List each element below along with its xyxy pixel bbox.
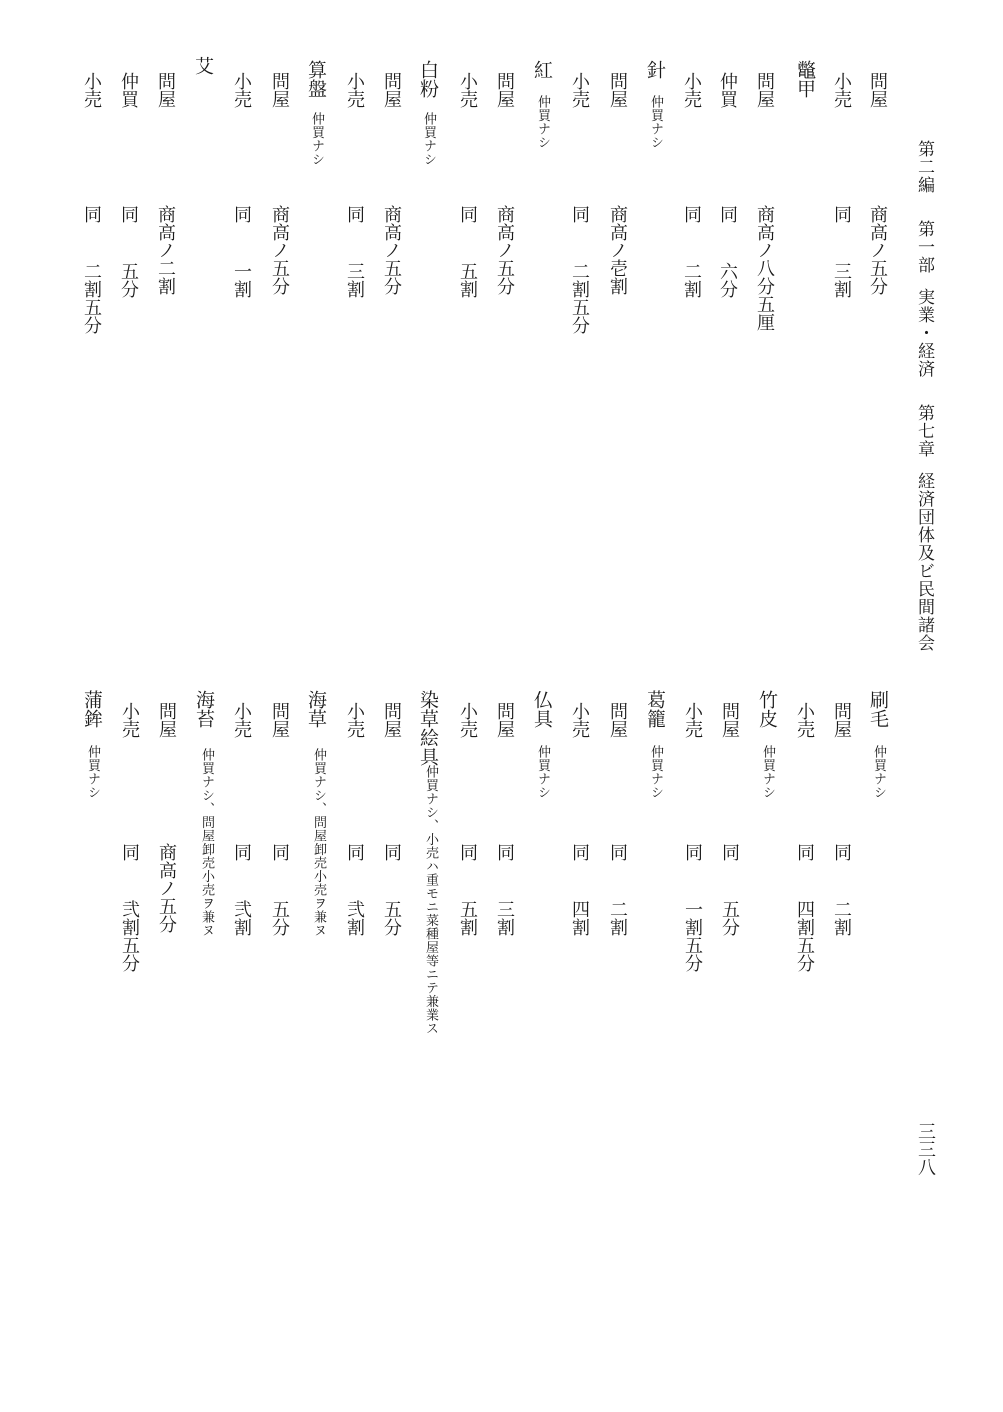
label-tonya: 問屋: [831, 702, 852, 738]
item-note: 仲買ナシ: [871, 745, 886, 799]
same-mark: 同: [682, 843, 703, 861]
rate-value: 商高ノ二割: [155, 205, 176, 295]
item-note: 仲買ナシ: [85, 745, 100, 799]
rate-value: 弐割: [344, 900, 365, 936]
header-section: 実業・経済: [914, 288, 934, 378]
same-mark: 同: [81, 205, 102, 223]
same-mark: 同: [494, 843, 515, 861]
item-heading: 艾: [192, 56, 214, 75]
same-mark: 同: [118, 205, 139, 223]
same-mark: 同: [831, 205, 852, 223]
label-kouri: 小売: [457, 702, 478, 738]
rate-value: 四割: [569, 900, 590, 936]
rate-value: 弐割: [231, 900, 252, 936]
rate-value: 五分: [118, 262, 139, 298]
item-note: 仲買ナシ: [535, 95, 550, 149]
item-heading: 竹皮: [756, 690, 778, 728]
label-kouri: 小売: [682, 702, 703, 738]
rate-value: 商高ノ五分: [269, 205, 290, 295]
item-heading: 鼈甲: [794, 60, 816, 98]
rate-value: 二割: [681, 262, 702, 298]
header-chapter: 第七章: [914, 404, 934, 458]
running-header: [915, 140, 932, 652]
label-kouri: 小売: [231, 702, 252, 738]
label-tonya: 問屋: [155, 72, 176, 108]
label-kouri: 小売: [81, 72, 102, 108]
item-heading: 白粉: [417, 60, 439, 98]
item-heading: 海苔: [193, 690, 215, 728]
same-mark: 同: [717, 205, 738, 223]
rate-value: 二割: [831, 900, 852, 936]
header-volume: 第二編: [914, 140, 934, 194]
label-tonya: 問屋: [381, 72, 402, 108]
item-note: 仲買ナシ: [648, 745, 663, 799]
same-mark: 同: [119, 843, 140, 861]
item-note: 仲買ナシ: [760, 745, 775, 799]
item-note: 仲買ナシ、問屋卸売小売ヲ兼ヌ: [311, 748, 326, 937]
same-mark: 同: [381, 843, 402, 861]
label-tonya: 問屋: [494, 702, 515, 738]
item-note: 仲買ナシ: [648, 95, 663, 149]
same-mark: 同: [569, 205, 590, 223]
label-nakagai: 仲買: [118, 72, 139, 108]
item-heading: 刷毛: [867, 690, 889, 728]
same-mark: 同: [457, 843, 478, 861]
rate-value: 二割: [607, 900, 628, 936]
rate-value: 商高ノ五分: [156, 843, 177, 933]
rate-value: 三割: [831, 262, 852, 298]
rate-value: 商高ノ五分: [381, 205, 402, 295]
item-note: 仲買ナシ: [421, 112, 436, 166]
rate-value: 六分: [717, 262, 738, 298]
item-heading: 葛籠: [644, 690, 666, 728]
rate-value: 二割五分: [569, 262, 590, 334]
rate-value: 商高ノ五分: [494, 205, 515, 295]
rate-value: 五分: [719, 900, 740, 936]
label-nakagai: 仲買: [717, 72, 738, 108]
page-number: 三三八: [915, 1122, 936, 1176]
rate-value: 四割五分: [794, 900, 815, 972]
same-mark: 同: [231, 205, 252, 223]
item-heading: 紅: [531, 60, 553, 79]
item-heading: 算盤: [305, 60, 327, 98]
label-kouri: 小売: [831, 72, 852, 108]
rate-value: 弐割五分: [119, 900, 140, 972]
label-kouri: 小売: [344, 72, 365, 108]
same-mark: 同: [344, 843, 365, 861]
label-tonya: 問屋: [269, 72, 290, 108]
header-part: 第一部: [914, 220, 934, 274]
rate-value: 一割五分: [682, 900, 703, 972]
same-mark: 同: [344, 205, 365, 223]
rate-value: 商高ノ五分: [867, 205, 888, 295]
header-chapter-title: 経済団体及ビ民間諸会: [914, 472, 934, 652]
label-tonya: 問屋: [607, 72, 628, 108]
label-tonya: 問屋: [156, 702, 177, 738]
item-heading: 仏具: [531, 690, 553, 728]
same-mark: 同: [794, 843, 815, 861]
item-note: 仲買ナシ: [535, 745, 550, 799]
label-kouri: 小売: [681, 72, 702, 108]
item-heading: 染草絵具: [417, 690, 439, 766]
rate-value: 商高ノ八分五厘: [754, 205, 775, 331]
rate-value: 五分: [381, 900, 402, 936]
label-kouri: 小売: [457, 72, 478, 108]
item-note: 仲買ナシ、小売ハ重モニ菜種屋等ニテ兼業ス: [423, 765, 438, 1035]
same-mark: 同: [231, 843, 252, 861]
label-tonya: 問屋: [607, 702, 628, 738]
label-kouri: 小売: [569, 72, 590, 108]
label-kouri: 小売: [119, 702, 140, 738]
rate-value: 三割: [494, 900, 515, 936]
same-mark: 同: [681, 205, 702, 223]
rate-value: 一割: [231, 262, 252, 298]
same-mark: 同: [719, 843, 740, 861]
label-tonya: 問屋: [867, 72, 888, 108]
rate-value: 二割五分: [81, 262, 102, 334]
label-tonya: 問屋: [719, 702, 740, 738]
item-note: 仲買ナシ、問屋卸売小売ヲ兼ヌ: [199, 748, 214, 937]
rate-value: 五割: [457, 900, 478, 936]
item-note: 仲買ナシ: [309, 112, 324, 166]
same-mark: 同: [831, 843, 852, 861]
rate-value: 三割: [344, 262, 365, 298]
item-heading: 海草: [305, 690, 327, 728]
label-tonya: 問屋: [494, 72, 515, 108]
label-kouri: 小売: [569, 702, 590, 738]
label-tonya: 問屋: [381, 702, 402, 738]
label-kouri: 小売: [231, 72, 252, 108]
label-tonya: 問屋: [269, 702, 290, 738]
same-mark: 同: [607, 843, 628, 861]
item-heading: 針: [644, 60, 666, 79]
same-mark: 同: [569, 843, 590, 861]
item-heading: 蒲鉾: [81, 690, 103, 728]
label-tonya: 問屋: [754, 72, 775, 108]
rate-value: 商高ノ壱割: [607, 205, 628, 295]
rate-value: 五割: [457, 262, 478, 298]
label-kouri: 小売: [794, 702, 815, 738]
label-kouri: 小売: [344, 702, 365, 738]
rate-value: 五分: [269, 900, 290, 936]
same-mark: 同: [269, 843, 290, 861]
same-mark: 同: [457, 205, 478, 223]
